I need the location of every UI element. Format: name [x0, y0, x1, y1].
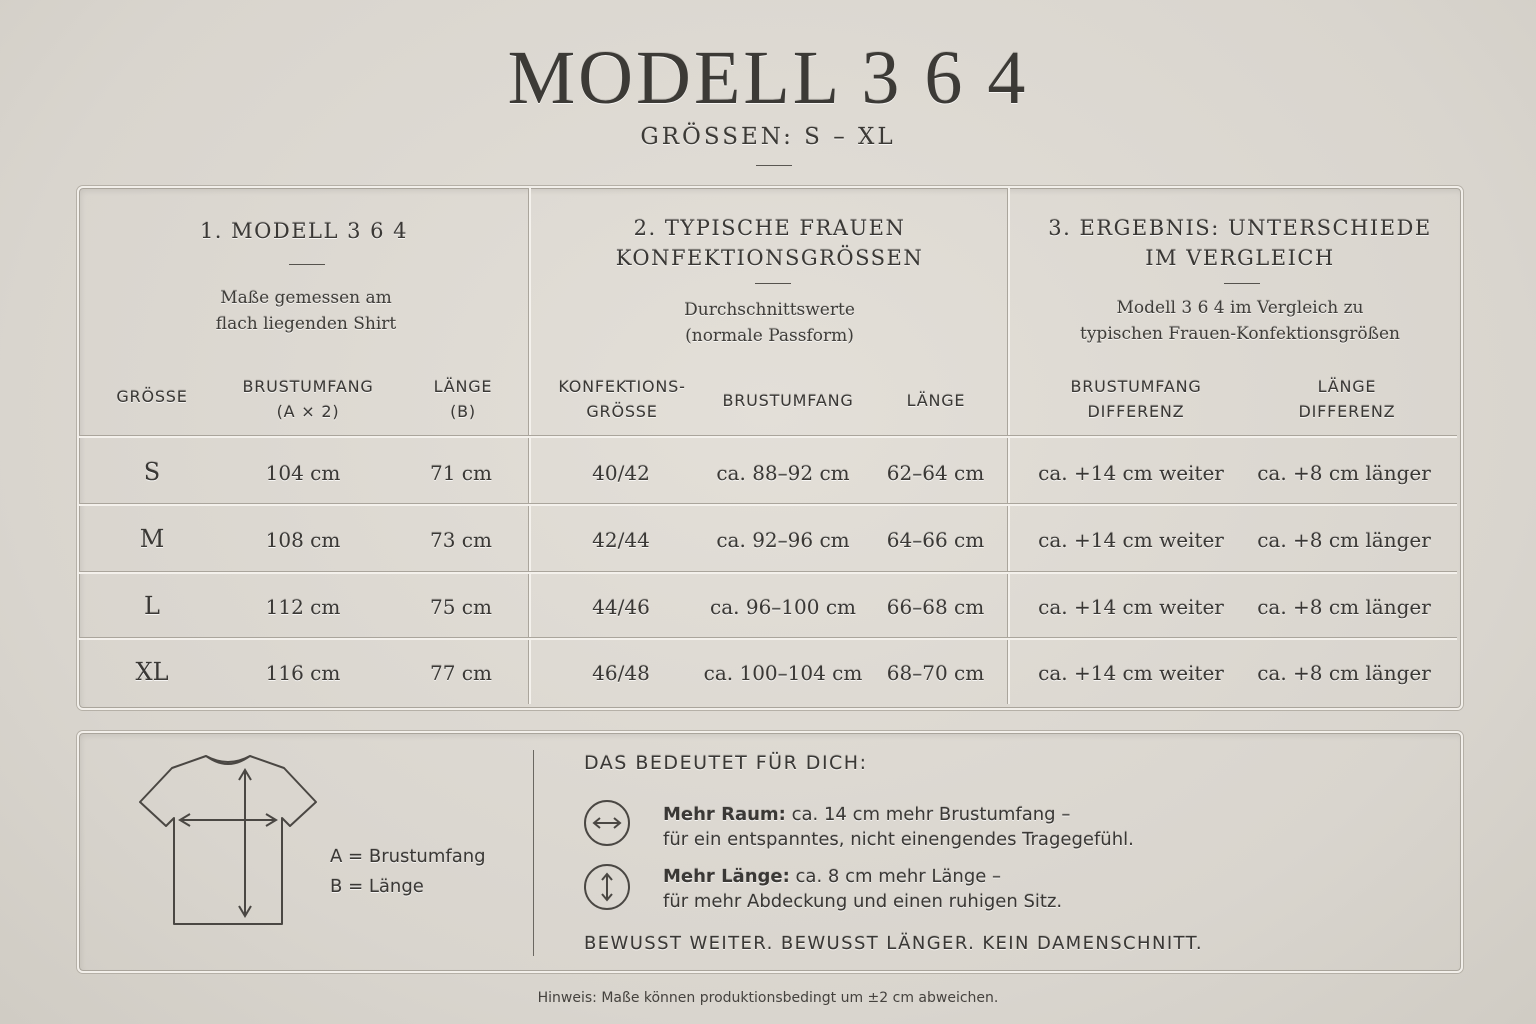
- section-1-rule: [289, 264, 325, 265]
- section-2-heading-line: KONFEKTIONSGRÖSSEN: [615, 246, 924, 270]
- section-2-description: [531, 297, 1008, 349]
- benefit-detail: ca. 8 cm mehr Länge –: [789, 866, 1002, 887]
- column-header-line: BRUSTUMFANG: [242, 377, 374, 396]
- benefit-title: Mehr Raum:: [663, 804, 786, 825]
- table-cell: 40/42: [592, 461, 650, 485]
- column-header-line: DIFFERENZ: [1298, 402, 1396, 421]
- section-2-heading-line: 2. TYPISCHE FRAUEN: [633, 216, 906, 240]
- column-header-line: LÄNGE: [433, 377, 493, 396]
- table-cell-size: S: [143, 458, 161, 486]
- section-2-description-line: Durchschnittswerte: [684, 300, 855, 320]
- table-cell: 73 cm: [430, 528, 492, 552]
- benefit-detail: für ein entspanntes, nicht einengendes Tragegefühl.: [663, 829, 1134, 850]
- table-cell: ca. 92–96 cm: [716, 528, 850, 552]
- column-header-line: (A × 2): [276, 402, 340, 421]
- info-heading: DAS BEDEUTET FÜR DICH:: [584, 752, 868, 774]
- info-divider: [533, 750, 534, 956]
- legend-b: B = Länge: [330, 876, 424, 897]
- column-header-length-difference: [1247, 374, 1447, 424]
- row-divider: [79, 436, 1457, 438]
- table-cell: 46/48: [592, 661, 650, 685]
- column-header-line: KONFEKTIONS-: [558, 377, 686, 396]
- benefit-more-room: [663, 802, 1134, 852]
- table-cell: 44/46: [592, 595, 650, 619]
- page-title: MODELL 3 6 4: [507, 36, 1029, 120]
- table-cell-size: L: [144, 592, 160, 620]
- section-2-rule: [755, 283, 791, 284]
- column-header-line: (B): [450, 402, 476, 421]
- row-divider: [79, 504, 1457, 506]
- benefit-detail: ca. 14 cm mehr Brustumfang –: [785, 804, 1071, 825]
- table-cell: ca. +8 cm länger: [1257, 661, 1431, 685]
- footnote: Hinweis: Maße können produktionsbedingt um ±2 cm abweichen.: [537, 990, 999, 1006]
- row-divider: [79, 638, 1457, 640]
- section-1-heading-line: 1. MODELL 3 6 4: [199, 219, 409, 243]
- vertical-arrows-icon: [584, 864, 630, 910]
- column-header-line: LÄNGE: [906, 391, 966, 410]
- table-cell: ca. +14 cm weiter: [1038, 661, 1224, 685]
- table-cell: ca. +14 cm weiter: [1038, 528, 1224, 552]
- column-header-clothing-size: [542, 374, 702, 424]
- column-header-chest: [703, 388, 873, 413]
- page-subtitle: GRÖSSEN: S – XL: [640, 124, 896, 150]
- column-header-length: [403, 374, 523, 424]
- table-cell: ca. +8 cm länger: [1257, 461, 1431, 485]
- section-3-description-line: typischen Frauen-Konfektionsgrößen: [1080, 324, 1400, 344]
- column-header-line: DIFFERENZ: [1087, 402, 1185, 421]
- tshirt-measurement-icon: [136, 752, 320, 928]
- table-cell: ca. +14 cm weiter: [1038, 595, 1224, 619]
- column-header-line: LÄNGE: [1317, 377, 1377, 396]
- table-cell: 116 cm: [265, 661, 341, 685]
- table-cell: ca. +8 cm länger: [1257, 595, 1431, 619]
- column-header-line: BRUSTUMFANG: [722, 391, 854, 410]
- section-3-heading: [1010, 213, 1470, 273]
- horizontal-arrows-icon: [584, 800, 630, 846]
- table-cell: 112 cm: [265, 595, 341, 619]
- table-cell: 42/44: [592, 528, 650, 552]
- section-1-description-line: Maße gemessen am: [220, 288, 392, 308]
- table-cell: ca. 96–100 cm: [710, 595, 856, 619]
- section-2-description-line: (normale Passform): [685, 326, 854, 346]
- section-1-heading: [79, 216, 529, 246]
- tagline: BEWUSST WEITER. BEWUSST LÄNGER. KEIN DAMENSCHNITT.: [584, 933, 1203, 954]
- table-cell: 104 cm: [265, 461, 341, 485]
- section-3-description-line: Modell 3 6 4 im Vergleich zu: [1116, 298, 1364, 318]
- table-cell: 108 cm: [265, 528, 341, 552]
- benefit-detail: für mehr Abdeckung und einen ruhigen Sitz.: [663, 891, 1063, 912]
- table-cell-size: XL: [135, 658, 169, 686]
- table-cell: 64–66 cm: [886, 528, 985, 552]
- legend-a: A = Brustumfang: [330, 846, 486, 867]
- table-cell: 66–68 cm: [886, 595, 985, 619]
- column-header-chest: [218, 374, 398, 424]
- column-header-chest-difference: [1031, 374, 1241, 424]
- section-2-heading: [531, 213, 1008, 273]
- section-3-heading-line: 3. ERGEBNIS: UNTERSCHIEDE: [1048, 216, 1432, 240]
- table-cell: 77 cm: [430, 661, 492, 685]
- table-cell: 71 cm: [430, 461, 492, 485]
- column-header-size: [92, 384, 212, 409]
- section-1-description-line: flach liegenden Shirt: [215, 314, 397, 334]
- column-header-length: [876, 388, 996, 413]
- section-3-description: [1010, 295, 1470, 347]
- section-3-heading-line: IM VERGLEICH: [1145, 246, 1335, 270]
- title-divider: [756, 165, 792, 166]
- table-cell: ca. 100–104 cm: [703, 661, 863, 685]
- table-cell: 62–64 cm: [886, 461, 985, 485]
- table-cell-size: M: [139, 525, 165, 553]
- benefit-more-length: [663, 864, 1062, 914]
- section-3-rule: [1224, 283, 1260, 284]
- section-1-description: [79, 285, 533, 337]
- table-cell: ca. 88–92 cm: [716, 461, 850, 485]
- row-divider: [79, 572, 1457, 574]
- table-cell: ca. +8 cm länger: [1257, 528, 1431, 552]
- benefit-line: [663, 864, 1062, 889]
- table-cell: ca. +14 cm weiter: [1038, 461, 1224, 485]
- column-header-line: GRÖSSE: [586, 402, 658, 421]
- benefit-title: Mehr Länge:: [663, 866, 790, 887]
- table-cell: 75 cm: [430, 595, 492, 619]
- column-header-line: GRÖSSE: [116, 387, 188, 406]
- column-header-line: BRUSTUMFANG: [1070, 377, 1202, 396]
- benefit-line: [663, 802, 1134, 827]
- table-cell: 68–70 cm: [886, 661, 985, 685]
